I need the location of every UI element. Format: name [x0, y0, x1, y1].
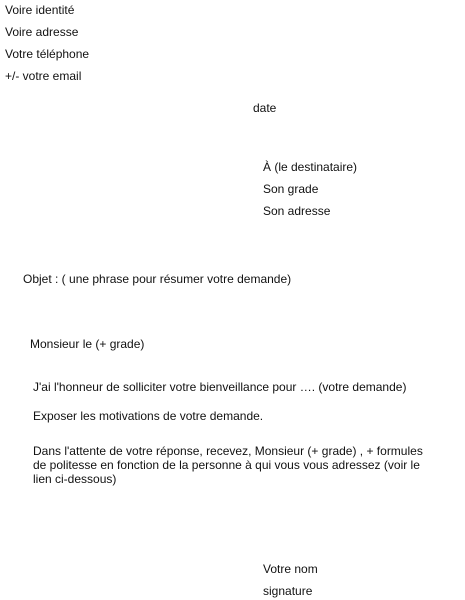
body-motivation-paragraph: Exposer les motivations de votre demande. [33, 409, 264, 423]
recipient-address: Son adresse [263, 204, 331, 218]
signature: signature [263, 584, 313, 598]
letter-subject: Objet : ( une phrase pour résumer votre demande) [23, 272, 292, 286]
sender-email: +/- votre email [5, 69, 82, 83]
salutation: Monsieur le (+ grade) [30, 337, 145, 351]
signer-name: Votre nom [263, 562, 318, 576]
recipient-grade: Son grade [263, 182, 319, 196]
sender-phone: Votre téléphone [5, 47, 90, 61]
sender-address: Voire adresse [5, 25, 79, 39]
body-request-paragraph: J'ai l'honneur de solliciter votre bienveillance pour …. (votre demande) [33, 380, 407, 394]
body-closing-paragraph: Dans l'attente de votre réponse, recevez, Monsieur (+ grade) , + formules de politesse en fonction de la personne à qui vous vous adressez (voir le lien ci-dessous) [33, 444, 423, 486]
recipient-name: À (le destinataire) [263, 160, 358, 174]
sender-identity: Voire identité [5, 3, 75, 17]
letter-date: date [253, 101, 277, 115]
